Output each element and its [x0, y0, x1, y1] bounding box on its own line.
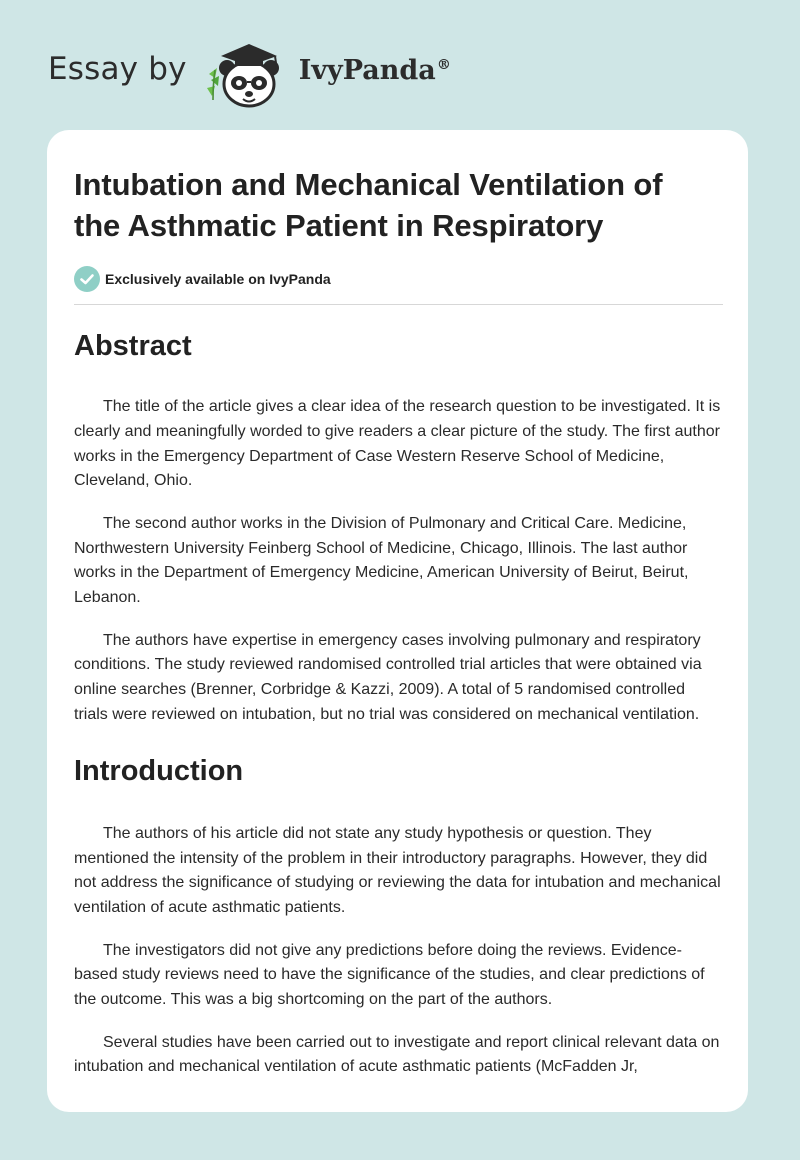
abstract-section [74, 328, 721, 728]
divider [74, 304, 723, 305]
article-title-line-1: Intubation and Mechanical Ventilation of [74, 167, 663, 202]
site-header [48, 34, 451, 110]
introduction-section [74, 753, 721, 1080]
exclusive-badge [74, 266, 721, 292]
article-title [74, 164, 721, 246]
paragraph: The investigators did not give any predictions before doing the reviews. Evidence-based study reviews need to have the significance of the studies, and clear predictions of the outcome. This was a big shortcoming on the part of the authors. [74, 941, 705, 1009]
paragraph: The title of the article gives a clear idea of the research question to be investigated. It is clearly and meaningfully worded to give readers a clear picture of the study. The first author works in the Emergency Department of Case Western Reserve School of Medicine, Cleveland, Ohio. [74, 398, 721, 490]
registered-mark: ® [436, 56, 451, 73]
article-card [47, 130, 748, 1112]
check-circle-icon [74, 266, 100, 292]
essay-by-label: Essay by [48, 51, 187, 87]
section-heading-introduction: Introduction [74, 754, 244, 787]
paragraph: Several studies have been carried out to investigate and report clinical relevant data on intubation and mechanical ventilation of acute asthmatic patients (McFadden Jr, [74, 1033, 720, 1076]
exclusive-badge-text: Exclusively available on IvyPanda [105, 271, 331, 287]
brand-name[interactable]: IvyPanda® [298, 54, 451, 86]
article-title-line-2: the Asthmatic Patient in Respiratory [74, 208, 604, 243]
paragraph: The second author works in the Division of Pulmonary and Critical Care. Medicine, Northwestern University Feinberg School of Medicine, Chicago, Illinois. The last author works in the Department of Emergency Medicine, American University of Beirut, Beirut, Lebanon. [74, 514, 689, 607]
paragraph: The authors have expertise in emergency cases involving pulmonary and respiratory conditions. The study reviewed randomised controlled trial articles that were obtained via online searches (Brenner, Corbridge & Kazzi, 2009). A total of 5 randomised controlled trials were reviewed on intubation, but no trial was considered on mechanical ventilation. [74, 631, 702, 723]
paragraph: The authors of his article did not state any study hypothesis or question. They mentioned the intensity of the problem in their introductory paragraphs. However, they did not address the significance of studying or reviewing the data for intubation and mechanical ventilation of acute asthmatic patients. [74, 824, 721, 917]
panda-graduation-cap-logo-icon[interactable] [199, 34, 295, 110]
section-heading-abstract: Abstract [74, 330, 192, 362]
